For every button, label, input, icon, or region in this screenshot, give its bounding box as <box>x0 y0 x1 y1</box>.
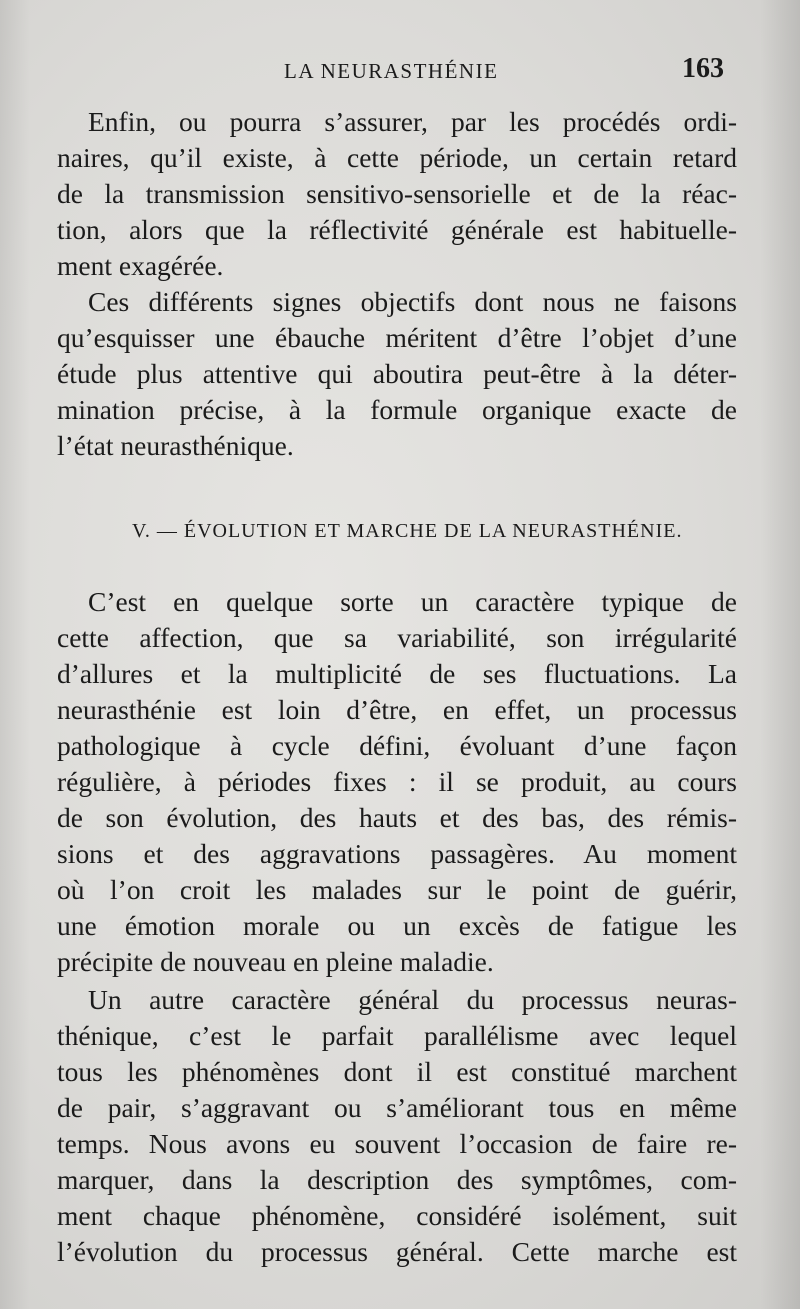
text-line: mination précise, à la formule organique exacte de <box>57 394 737 425</box>
page-number: 163 <box>682 53 724 84</box>
text-line: thénique, c’est le parfait parallélisme avec lequel <box>57 1020 737 1051</box>
text-line: une émotion morale ou un excès de fatigue les <box>57 910 737 941</box>
text-line: d’allures et la multiplicité de ses fluctuations. La <box>57 658 737 689</box>
text-line: cette affection, que sa variabilité, son irrégularité <box>57 622 737 653</box>
text-line: où l’on croit les malades sur le point de guérir, <box>57 874 737 905</box>
text-line: C’est en quelque sorte un caractère typique de <box>88 586 737 617</box>
text-line: qu’esquisser une ébauche méritent d’être l’objet d’une <box>57 322 737 353</box>
text-line: ment chaque phénomène, considéré isolément, suit <box>57 1200 737 1231</box>
text-line: Un autre caractère général du processus neuras- <box>88 984 737 1015</box>
text-line: précipite de nouveau en pleine maladie. <box>57 946 494 977</box>
text-line: ment exagérée. <box>57 250 224 281</box>
text-line: Enfin, ou pourra s’assurer, par les procédés ordi- <box>88 106 737 137</box>
text-line: l’évolution du processus général. Cette marche est <box>57 1236 737 1267</box>
left-page-shadow <box>0 0 30 1309</box>
text-line: étude plus attentive qui aboutira peut-être à la déter- <box>57 358 737 389</box>
text-line: sions et des aggravations passagères. Au moment <box>57 838 737 869</box>
running-head <box>0 53 800 86</box>
text-line: neurasthénie est loin d’être, en effet, un processus <box>57 694 737 725</box>
text-line: l’état neurasthénique. <box>57 430 294 461</box>
text-line: Ces différents signes objectifs dont nous ne faisons <box>88 286 737 317</box>
text-line: de la transmission sensitivo-sensorielle et de la réac- <box>57 178 737 209</box>
section-heading: V. — ÉVOLUTION ET MARCHE DE LA NEURASTHÉNIE. <box>132 520 683 542</box>
text-line: naires, qu’il existe, à cette période, un certain retard <box>57 142 737 173</box>
text-line: régulière, à périodes fixes : il se produit, au cours <box>57 766 737 797</box>
text-line: tion, alors que la réflectivité générale est habituelle- <box>57 214 737 245</box>
right-page-shadow <box>760 0 800 1309</box>
text-line: marquer, dans la description des symptômes, com- <box>57 1164 737 1195</box>
text-line: de pair, s’aggravant ou s’améliorant tous en même <box>57 1092 737 1123</box>
text-line: tous les phénomènes dont il est constitué marchent <box>57 1056 737 1087</box>
text-line: de son évolution, des hauts et des bas, des rémis- <box>57 802 737 833</box>
text-line: temps. Nous avons eu souvent l’occasion de faire re- <box>57 1128 737 1159</box>
text-line: pathologique à cycle défini, évoluant d’une façon <box>57 730 737 761</box>
running-title: LA NEURASTHÉNIE <box>284 59 499 83</box>
